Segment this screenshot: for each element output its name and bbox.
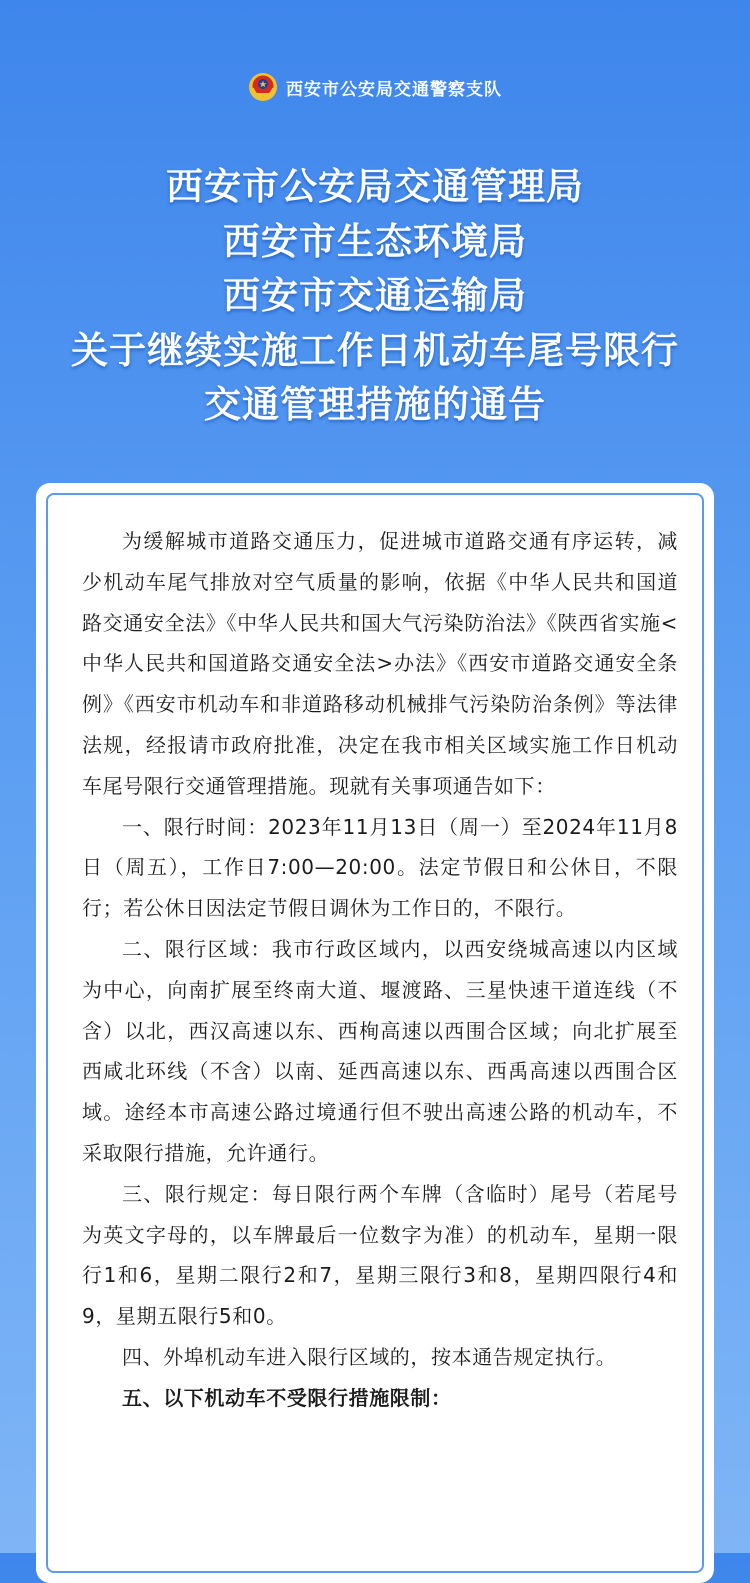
title-line: 西安市公安局交通管理局 [166, 165, 584, 208]
title-line: 交通管理措施的通告 [204, 383, 546, 426]
intro-paragraph: 为缓解城市道路交通压力，促进城市道路交通有序运转，减少机动车尾气排放对空气质量的影响，依据《中华人民共和国道路交通安全法》《中华人民共和国大气污染防治法》《陕西省实施<中华人民共和国道路交通安全法>办法》《西安市道路交通安全条例》《西安市机动车和非道路移动机械排气污染防治条例》等法律法规，经报请市政府批准，决定在我市相关区域实施工作日机动车尾号限行交通管理措施。现就有关事项通告如下： [82, 529, 678, 798]
item-exempt-vehicles: 五、以下机动车不受限行措施限制： [122, 1385, 452, 1410]
police-emblem-icon [248, 72, 278, 102]
title-line: 关于继续实施工作日机动车尾号限行 [71, 328, 679, 372]
header-org [0, 72, 750, 102]
item-restriction-time: 一、限行时间：2023年11月13日（周一）至2024年11月8日（周五），工作日7:00—20:00。法定节假日和公休日，不限行；若公休日因法定节假日调休为工作日的，不限行。 [82, 814, 678, 921]
item-restriction-area: 二、限行区域：我市行政区域内，以西安绕城高速以内区域为中心，向南扩展至终南大道、堰渡路、三星快速干道连线（不含）以北，西汉高速以东、西栒高速以西围合区域；向北扩展至西咸北环线（不含）以南、延西高速以东、西禹高速以西围合区域。途经本市高速公路过境通行但不驶出高速公路的机动车，不采取限行措施，允许通行。 [82, 936, 678, 1165]
page-title [0, 160, 750, 433]
org-name: 西安市公安局交通警察支队 [286, 79, 502, 100]
title-line: 西安市生态环境局 [223, 219, 527, 263]
notice-card-frame [46, 493, 704, 1573]
title-line: 西安市交通运输局 [223, 274, 527, 317]
item-outside-vehicles: 四、外埠机动车进入限行区域的，按本通告规定执行。 [122, 1344, 617, 1369]
notice-card [36, 483, 714, 1583]
item-restriction-rules: 三、限行规定：每日限行两个车牌（含临时）尾号（若尾号为英文字母的，以车牌最后一位数字为准）的机动车，星期一限行1和6，星期二限行2和7，星期三限行3和8，星期四限行4和9，星期五限行5和0。 [82, 1181, 678, 1329]
